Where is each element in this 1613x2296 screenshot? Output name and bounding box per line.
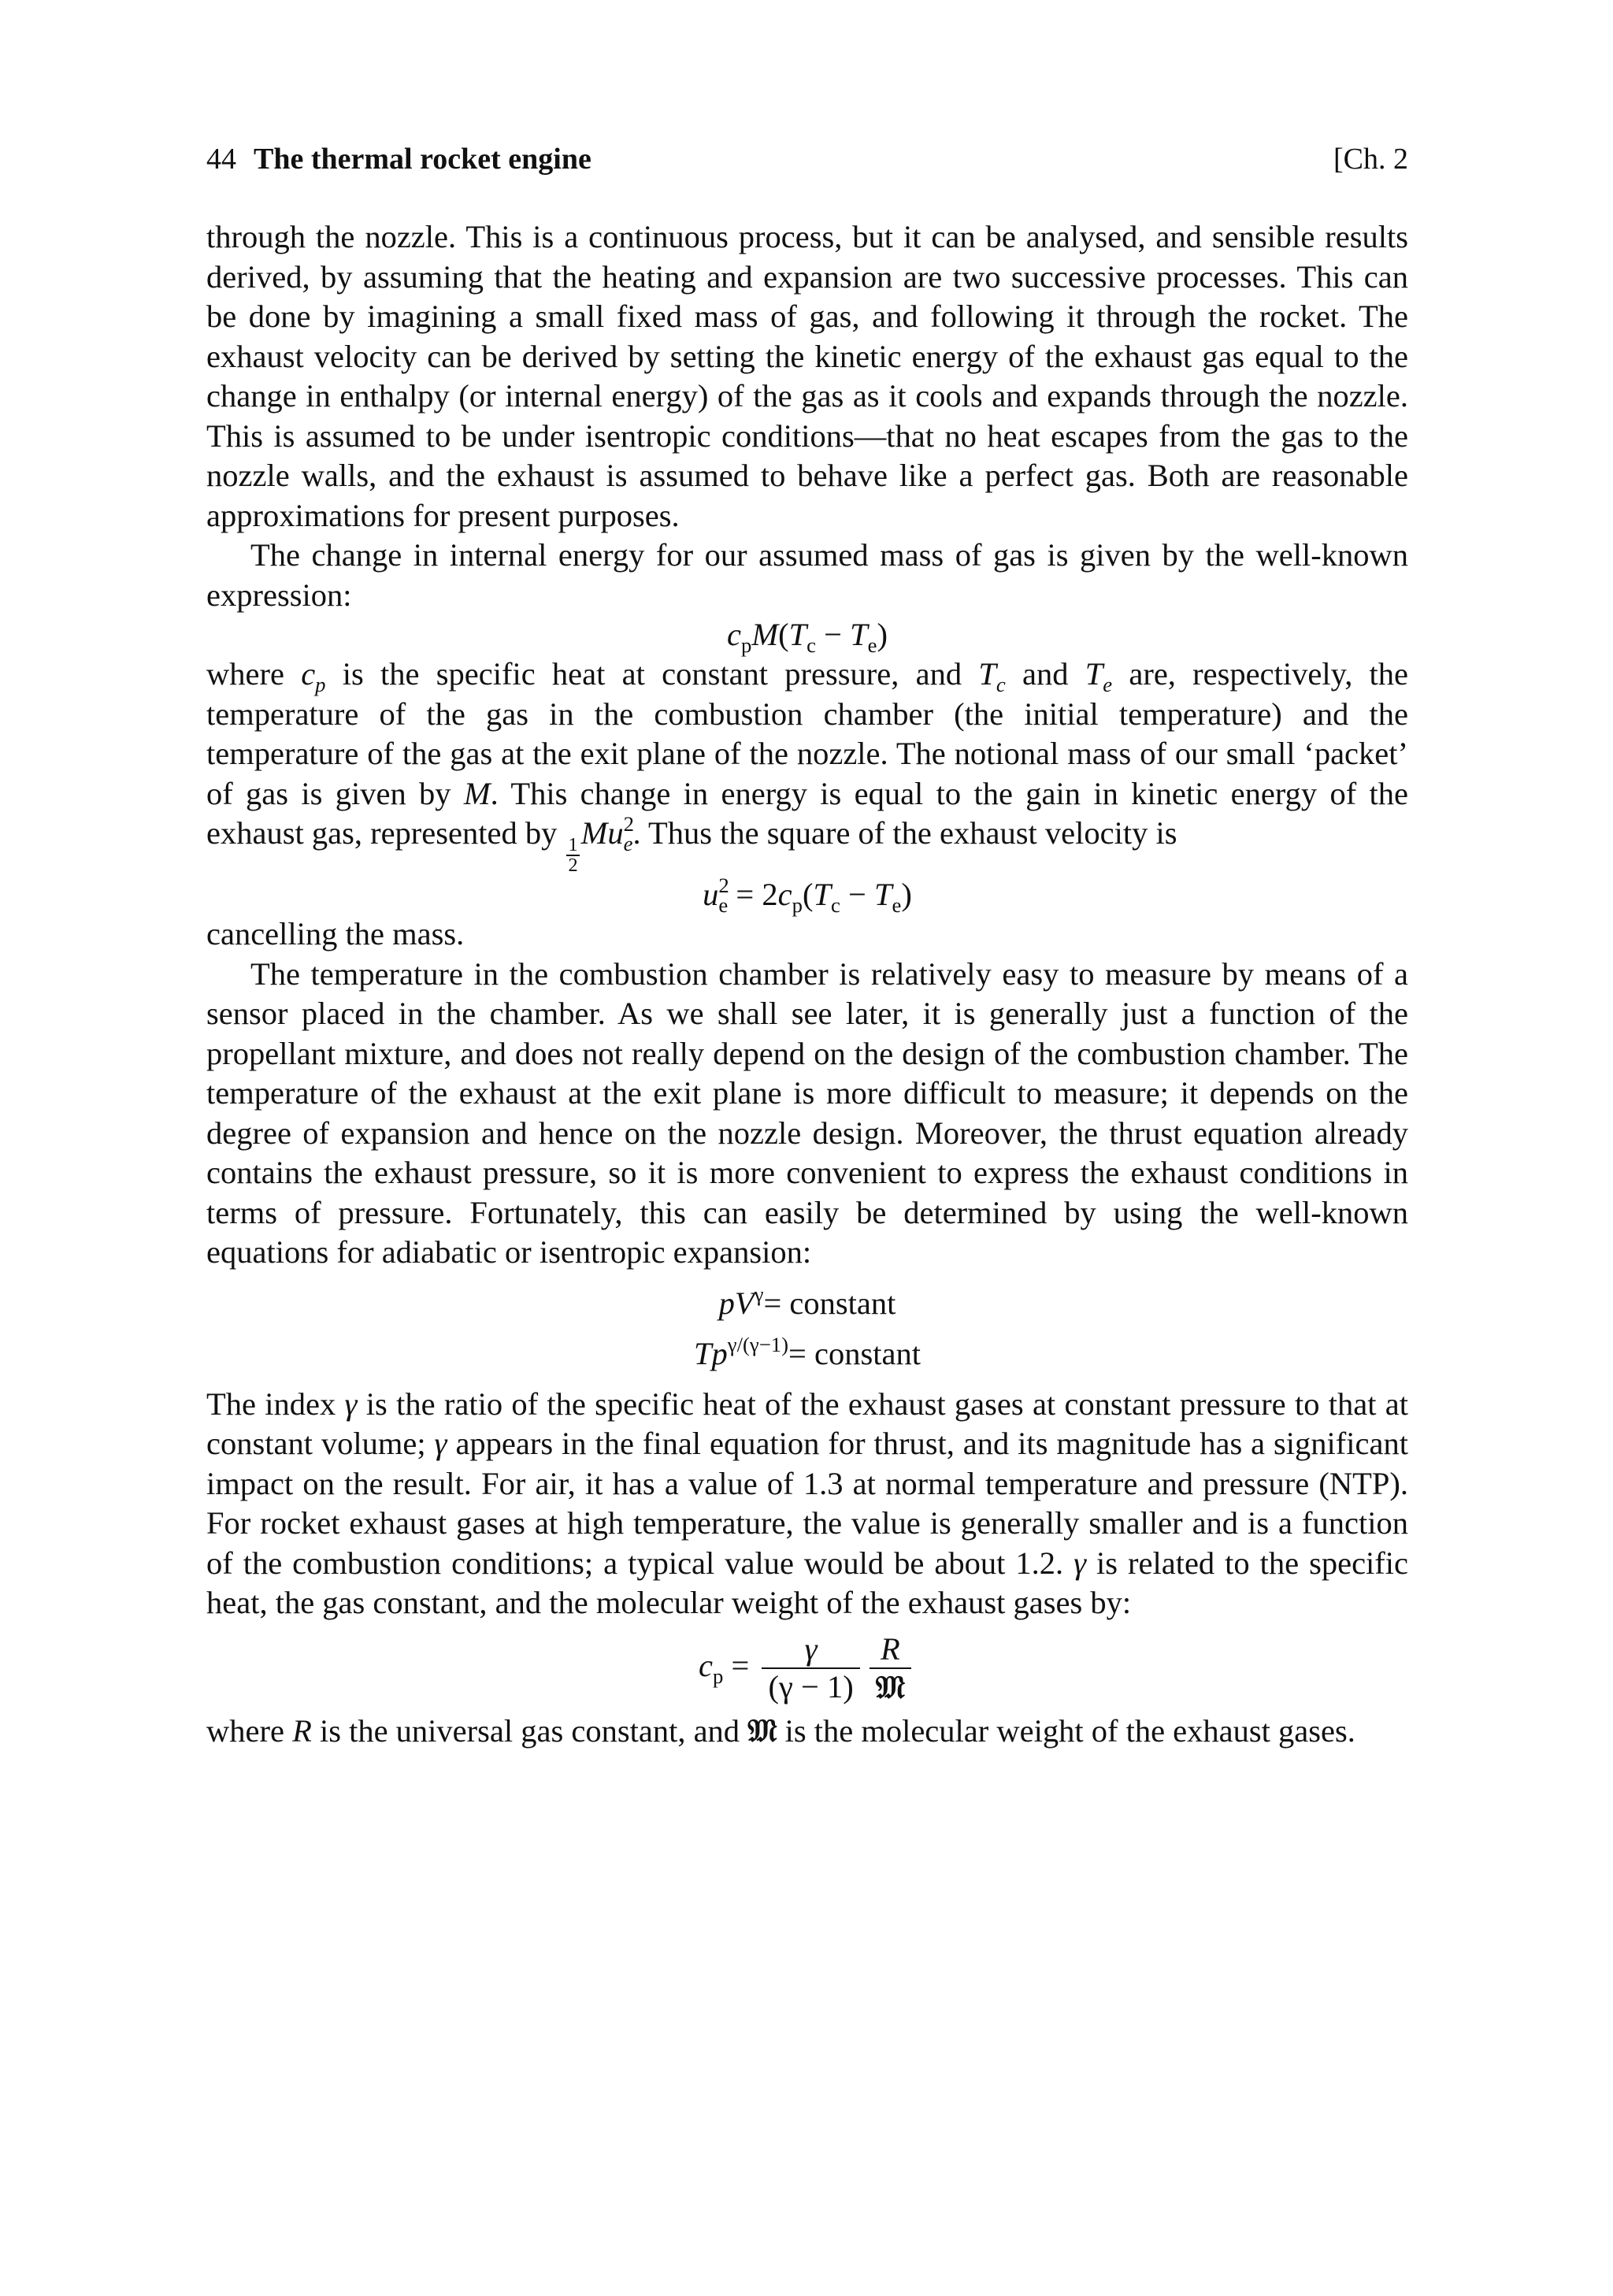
equation-specific-heat: $c_p$ = $\frac{\gamma}{(\gamma - 1)}$ $\frac{R}{\text{𝔐}}$ xyxy=(206,1631,1408,1706)
paragraph-6: The index γ is the ratio of the specific heat of the exhaust gases at constant pressure to that at constant volume; γ appears in the final equation for thrust, and its magnitude has a significant impact on the result. For air, it has a value of 1.3 at normal temperature and pressure (NTP). For rocket exhaust gases at high temperature, the value is generally smaller and is a function of the combustion conditions; a typical value would be about 1.2. γ is related to the specific heat, the gas constant, and the molecular weight of the exhaust gases by: xyxy=(206,1385,1409,1621)
page xyxy=(206,142,1408,1751)
paragraph-3: where $c_p$ is the specific heat at constant pressure, and $T_c$ and $T_e$ are, respectively, the temperature of the gas in the combustion chamber (the initial temperature) and the temperature of the gas at the exit plane of the nozzle. The notional mass of our small ‘packet’ of gas is given by M. This change in energy is equal to the gain in kinetic energy of the exhaust gas, represented by $\frac{1}{2}$ $Mu^2_e$. Thus the square of the exhaust velocity is xyxy=(206,656,1409,876)
paragraph-1: through the nozzle. This is a continuous process, but it can be analysed, and sensible results derived, by assuming that the heating and expansion are two successive processes. This can be done by imagining a small fixed mass of gas, and following it through the rocket. The exhaust velocity can be derived by setting the kinetic energy of the exhaust gas equal to the change in enthalpy (or internal energy) of the gas as it cools and expands through the nozzle. This is assumed to be under isentropic conditions—that no heat escapes from the gas to the nozzle walls, and the exhaust is assumed to behave like a perfect gas. Both are reasonable approximations for present purposes. xyxy=(206,219,1408,533)
running-title: The thermal rocket engine xyxy=(254,143,591,176)
equation-adiabatic-2: $Tp^{\gamma/(\gamma-1)}=$ constant xyxy=(694,1332,921,1371)
gamma-fraction: $\frac{\gamma}{(\gamma - 1)}$ xyxy=(762,1631,859,1706)
equation-exhaust-velocity: $u^2_e = 2c_p(T_c - T_e)$ xyxy=(703,874,912,918)
running-header xyxy=(206,142,1408,176)
chapter-label: [Ch. 2 xyxy=(1333,143,1408,176)
paragraph-4: cancelling the mass. xyxy=(206,916,465,952)
equation-enthalpy-change: $c_pM(T_c - T_e)$ xyxy=(727,617,888,658)
body-text xyxy=(206,217,1408,1751)
gas-constant-fraction: $\frac{R}{\text{𝔐}}$ xyxy=(870,1631,911,1706)
paragraph-5: The temperature in the combustion chamber is relatively easy to measure by means of a sensor placed in the chamber. As we shall see later, it is generally just a function of the propellant mixture, and does not really depend on the design of the combustion chamber. The temperature of the exhaust at the exit plane is more difficult to measure; it depends on the degree of expansion and hence on the nozzle design. Moreover, the thrust equation already contains the exhaust pressure, so it is more convenient to express the exhaust conditions in terms of pressure. Fortunately, this can easily be determined by using the well-known equations for adiabatic or isentropic expansion: xyxy=(206,955,1408,1270)
page-number: 44 xyxy=(206,143,236,176)
one-half-fraction: $\frac{1}{2}$ xyxy=(568,833,578,876)
equation-adiabatic-1: $pV^\gamma=$ constant xyxy=(718,1282,896,1321)
paragraph-7: where R is the universal gas constant, and 𝔐 is the molecular weight of the exhaust gases. xyxy=(206,1711,1355,1749)
paragraph-2: The change in internal energy for our assumed mass of gas is given by the well-known expression: xyxy=(206,537,1408,613)
